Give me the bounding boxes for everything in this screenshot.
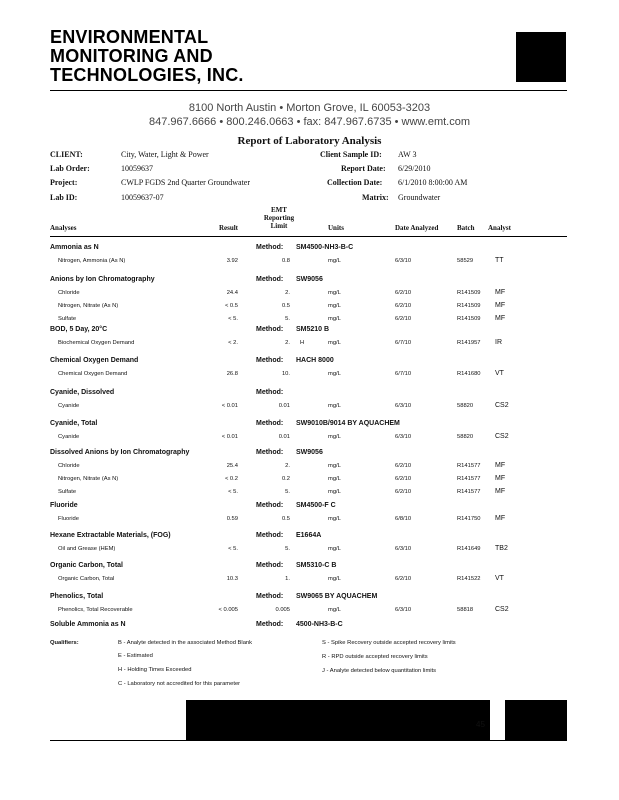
date-analyzed: 6/8/10 [395, 516, 412, 522]
project-value: CWLP FGDS 2nd Quarter Groundwater [121, 178, 251, 187]
qualifier-flag: H [300, 340, 305, 346]
company-name [50, 28, 244, 85]
col-batch: Batch [457, 224, 475, 232]
col-rl-line-1: EMT [271, 206, 287, 214]
analyst-initials: MF [495, 475, 506, 482]
date-analyzed: 6/2/10 [395, 316, 412, 322]
collection-date-value: 6/1/2010 8:00:00 AM [398, 178, 468, 187]
analyst-initials: VT [495, 370, 504, 377]
batch-number: R141509 [457, 290, 481, 296]
redacted-block [186, 700, 490, 740]
result-value: < 0.2 [224, 476, 238, 482]
analyte-name: Phenolics, Total Recoverable [58, 607, 133, 613]
units: mg/L [328, 576, 341, 582]
bottom-rule [50, 740, 567, 741]
report-date-label: Report Date: [341, 164, 386, 173]
analyte-name: Biochemical Oxygen Demand [58, 340, 135, 346]
analysis-group-title: Soluble Ammonia as N [50, 621, 126, 628]
method-label: Method: [256, 562, 284, 569]
method-label: Method: [256, 420, 284, 427]
method-label: Method: [256, 502, 284, 509]
method-value: SM4500-NH3-B-C [296, 244, 354, 251]
units: mg/L [328, 340, 341, 346]
analysis-group-title: Cyanide, Total [50, 420, 98, 427]
method-label: Method: [256, 593, 284, 600]
company-name-line-3: TECHNOLOGIES, INC. [50, 65, 244, 85]
units: mg/L [328, 371, 341, 377]
method-value: HACH 8000 [296, 357, 334, 364]
analyte-name: Sulfate [58, 489, 77, 495]
date-analyzed: 6/2/10 [395, 463, 412, 469]
analyst-initials: MF [495, 462, 506, 469]
units: mg/L [328, 546, 341, 552]
method-label: Method: [256, 532, 284, 539]
analysis-group-title: Dissolved Anions by Ion Chromatography [50, 449, 190, 456]
method-value: SW9056 [296, 449, 323, 456]
col-units: Units [328, 224, 344, 232]
reporting-limit: 0.5 [281, 303, 290, 309]
analyte-name: Chloride [58, 290, 80, 296]
method-label: Method: [256, 276, 284, 283]
method-value: SM4500-F C [296, 502, 336, 509]
result-value: 3.92 [226, 258, 238, 264]
qualifier-e: E - Estimated [118, 653, 153, 659]
analyte-name: Nitrogen, Nitrate (As N) [58, 476, 119, 482]
method-label: Method: [256, 621, 284, 628]
analyte-name: Nitrogen, Nitrate (As N) [58, 303, 119, 309]
result-value: < 0.5 [224, 303, 238, 309]
batch-number: R141577 [457, 463, 481, 469]
analyte-name: Sulfate [58, 316, 77, 322]
reporting-limit: 2. [285, 340, 290, 346]
col-rl-line-3: Limit [270, 222, 288, 230]
result-value: 26.8 [226, 371, 238, 377]
result-value: < 5. [228, 489, 238, 495]
analyst-initials: MF [495, 289, 506, 296]
date-analyzed: 6/3/10 [395, 546, 412, 552]
col-rl-line-2: Reporting [263, 214, 295, 222]
matrix-label: Matrix: [362, 193, 389, 202]
col-reporting-limit [256, 206, 302, 230]
method-value: SM5210 B [296, 326, 330, 333]
units: mg/L [328, 607, 341, 613]
units: mg/L [328, 316, 341, 322]
report-title: Report of Laboratory Analysis [237, 135, 382, 147]
units: mg/L [328, 290, 341, 296]
analyst-initials: CS2 [495, 433, 509, 440]
analyte-name: Nitrogen, Ammonia (As N) [58, 258, 126, 264]
letterhead-rule [50, 90, 567, 91]
page-number: 45 [476, 720, 485, 729]
method-label: Method: [256, 326, 284, 333]
units: mg/L [328, 258, 341, 264]
date-analyzed: 6/7/10 [395, 340, 412, 346]
reporting-limit: 5. [285, 546, 290, 552]
analyte-name: Chemical Oxygen Demand [58, 371, 128, 377]
analyst-initials: TT [495, 257, 504, 264]
lab-order-value: 10059637 [121, 164, 153, 173]
reporting-limit: 0.01 [278, 403, 290, 409]
result-value: < 0.01 [221, 434, 238, 440]
result-value: < 0.01 [221, 403, 238, 409]
reporting-limit: 0.005 [275, 607, 290, 613]
date-analyzed: 6/2/10 [395, 576, 412, 582]
batch-number: 58820 [457, 434, 474, 440]
result-value: 25.4 [226, 463, 238, 469]
analyte-name: Fluoride [58, 516, 79, 522]
reporting-limit: 2. [285, 290, 290, 296]
column-rule [50, 236, 567, 237]
batch-number: 58820 [457, 403, 474, 409]
reporting-limit: 0.2 [281, 476, 290, 482]
client-label: CLIENT: [50, 150, 83, 159]
sample-id-value: AW 3 [398, 150, 417, 159]
result-value: 24.4 [226, 290, 238, 296]
result-value: 10.3 [226, 576, 238, 582]
analyst-initials: CS2 [495, 402, 509, 409]
method-value: SW9010B/9014 BY AQUACHEM [296, 420, 400, 427]
analyst-initials: MF [495, 515, 506, 522]
analyte-name: Oil and Grease (HEM) [58, 546, 116, 552]
date-analyzed: 6/3/10 [395, 258, 412, 264]
collection-date-label: Collection Date: [327, 178, 383, 187]
units: mg/L [328, 476, 341, 482]
units: mg/L [328, 303, 341, 309]
method-label: Method: [256, 389, 284, 396]
result-value: < 5. [228, 546, 238, 552]
units: mg/L [328, 516, 341, 522]
units: mg/L [328, 489, 341, 495]
date-analyzed: 6/3/10 [395, 403, 412, 409]
analysis-group-title: Hexane Extractable Materials, (FOG) [50, 532, 171, 539]
address-street: 8100 North Austin • Morton Grove, IL 60053-3203 [188, 102, 431, 114]
method-value: SW9056 [296, 276, 323, 283]
units: mg/L [328, 463, 341, 469]
qualifier-r: R - RPD outside accepted recovery limits [322, 654, 428, 660]
reporting-limit: 1. [285, 576, 290, 582]
reporting-limit: 2. [285, 463, 290, 469]
units: mg/L [328, 403, 341, 409]
reporting-limit: 0.01 [278, 434, 290, 440]
col-analyses: Analyses [50, 224, 77, 232]
batch-number: R141680 [457, 371, 481, 377]
method-label: Method: [256, 449, 284, 456]
date-analyzed: 6/2/10 [395, 489, 412, 495]
analysis-group-title: Fluoride [50, 502, 78, 509]
analysis-group-title: Anions by Ion Chromatography [50, 276, 155, 283]
project-label: Project: [50, 178, 78, 187]
analyst-initials: VT [495, 575, 504, 582]
analysis-group-title: Phenolics, Total [50, 593, 104, 600]
logo-block [516, 32, 566, 82]
analyte-name: Chloride [58, 463, 80, 469]
date-analyzed: 6/3/10 [395, 607, 412, 613]
company-name-line-1: ENVIRONMENTAL [50, 27, 209, 47]
analyst-initials: TB2 [495, 545, 508, 552]
lab-id-label: Lab ID: [50, 193, 78, 202]
batch-number: 58529 [457, 258, 474, 264]
analyst-initials: MF [495, 302, 506, 309]
qualifier-h: H - Holding Times Exceeded [118, 667, 192, 673]
company-name-line-2: MONITORING AND [50, 46, 213, 66]
batch-number: R141509 [457, 303, 481, 309]
batch-number: R141577 [457, 489, 481, 495]
batch-number: R141750 [457, 516, 481, 522]
reporting-limit: 0.8 [281, 258, 290, 264]
analyte-name: Cyanide [58, 403, 80, 409]
date-analyzed: 6/3/10 [395, 434, 412, 440]
date-analyzed: 6/2/10 [395, 303, 412, 309]
analyst-initials: MF [495, 315, 506, 322]
qualifier-j: J - Analyte detected below quantitation limits [322, 668, 437, 674]
report-date-value: 6/29/2010 [398, 164, 431, 173]
qualifiers-label: Qualifiers: [50, 640, 79, 646]
qualifier-c: C - Laboratory not accredited for this parameter [118, 681, 241, 687]
reporting-limit: 10. [281, 371, 290, 377]
reporting-limit: 0.5 [281, 516, 290, 522]
batch-number: R141649 [457, 546, 481, 552]
analysis-group-title: Organic Carbon, Total [50, 562, 123, 569]
date-analyzed: 6/2/10 [395, 290, 412, 296]
result-value: < 5. [228, 316, 238, 322]
analyst-initials: IR [495, 339, 502, 346]
matrix-value: Groundwater [398, 193, 441, 202]
date-analyzed: 6/7/10 [395, 371, 412, 377]
analyst-initials: MF [495, 488, 506, 495]
analysis-group-title: BOD, 5 Day, 20°C [50, 326, 108, 333]
analysis-group-title: Chemical Oxygen Demand [50, 357, 139, 364]
analyst-initials: CS2 [495, 606, 509, 613]
batch-number: R141577 [457, 476, 481, 482]
corner-block [505, 700, 567, 740]
result-value: < 2. [228, 340, 238, 346]
analyte-name: Organic Carbon, Total [58, 576, 115, 582]
lab-id-value: 10059637-07 [121, 193, 164, 202]
address-phones: 847.967.6666 • 800.246.0663 • fax: 847.967.6735 • www.emt.com [149, 116, 470, 128]
analyte-name: Cyanide [58, 434, 80, 440]
method-value: 4500-NH3-B-C [296, 621, 343, 628]
reporting-limit: 5. [285, 489, 290, 495]
result-value: < 0.005 [218, 607, 238, 613]
qualifier-s: S - Spike Recovery outside accepted recovery limits [322, 640, 456, 646]
method-value: SW9065 BY AQUACHEM [296, 593, 378, 600]
analysis-group-title: Cyanide, Dissolved [50, 389, 115, 396]
lab-order-label: Lab Order: [50, 164, 90, 173]
batch-number: R141957 [457, 340, 481, 346]
analysis-group-title: Ammonia as N [50, 244, 99, 251]
batch-number: R141522 [457, 576, 481, 582]
client-value: City, Water, Light & Power [121, 150, 209, 159]
col-result: Result [218, 224, 238, 232]
reporting-limit: 5. [285, 316, 290, 322]
col-analyst: Analyst [488, 224, 511, 232]
method-value: E1664A [296, 532, 322, 539]
batch-number: 58818 [457, 607, 474, 613]
col-date-analyzed: Date Analyzed [395, 224, 439, 232]
units: mg/L [328, 434, 341, 440]
method-value: SM5310-C B [296, 562, 337, 569]
qualifier-b: B - Analyte detected in the associated Method Blank [118, 640, 253, 646]
date-analyzed: 6/2/10 [395, 476, 412, 482]
sample-id-label: Client Sample ID: [320, 150, 382, 159]
batch-number: R141509 [457, 316, 481, 322]
method-label: Method: [256, 244, 284, 251]
result-value: 0.59 [226, 516, 238, 522]
method-label: Method: [256, 357, 284, 364]
